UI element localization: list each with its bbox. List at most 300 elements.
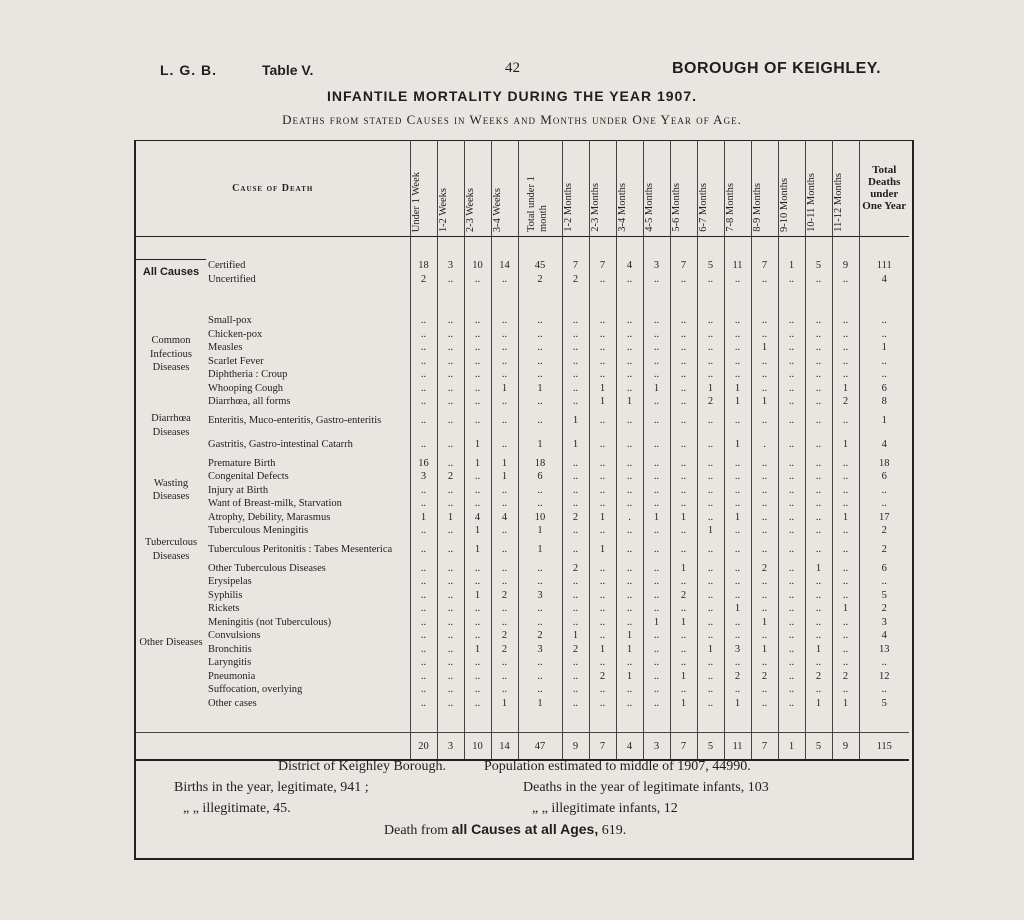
total-cell: ..: [859, 484, 909, 498]
value-cell: ..: [410, 409, 437, 433]
value-cell: ..: [805, 683, 832, 697]
value-cell: ..: [670, 433, 697, 457]
value-cell: 2: [805, 670, 832, 684]
value-cell: ..: [518, 409, 562, 433]
spacer-cell: [697, 710, 724, 733]
value-cell: ..: [491, 484, 518, 498]
value-cell: ..: [697, 314, 724, 328]
value-cell: ..: [562, 457, 589, 471]
spacer-cell: [832, 237, 859, 260]
value-cell: 18: [410, 259, 437, 273]
value-cell: 3: [518, 643, 562, 657]
cause-label: Laryngitis: [208, 657, 252, 668]
value-cell: ..: [724, 656, 751, 670]
value-cell: 3: [410, 470, 437, 484]
value-cell: ..: [518, 328, 562, 342]
value-cell: ..: [751, 273, 778, 287]
table-row: [136, 314, 909, 328]
value-cell: ..: [589, 433, 616, 457]
value-cell: ..: [805, 629, 832, 643]
value-cell: ..: [437, 538, 464, 562]
value-cell: ..: [697, 656, 724, 670]
value-cell: 2: [751, 670, 778, 684]
col-11-12-months: [832, 140, 859, 237]
value-cell: ..: [491, 524, 518, 538]
value-cell: ..: [778, 589, 805, 603]
value-cell: ..: [562, 589, 589, 603]
value-cell: ..: [778, 683, 805, 697]
value-cell: 5: [805, 733, 832, 761]
value-cell: 2: [491, 629, 518, 643]
value-cell: 7: [589, 259, 616, 273]
value-cell: 1: [670, 616, 697, 630]
value-cell: ..: [778, 602, 805, 616]
col-5-6-months: [670, 140, 697, 237]
table-row: [136, 602, 909, 616]
value-cell: ..: [518, 314, 562, 328]
value-cell: ..: [410, 328, 437, 342]
col-label: 7-8 Months: [724, 183, 736, 232]
col-label: 5-6 Months: [670, 183, 682, 232]
value-cell: ..: [518, 484, 562, 498]
col-label: 8-9 Months: [751, 183, 763, 232]
header-borough: BOROUGH OF KEIGHLEY.: [672, 60, 882, 77]
value-cell: ..: [437, 575, 464, 589]
cause-label: Pneumonia: [208, 670, 256, 682]
value-cell: ..: [724, 616, 751, 630]
cause-label: Enteritis, Muco-enteritis, Gastro-enteritis: [208, 414, 382, 426]
value-cell: ..: [805, 457, 832, 471]
value-cell: ..: [616, 368, 643, 382]
value-cell: 1: [491, 382, 518, 396]
value-cell: 7: [589, 733, 616, 761]
value-cell: 3: [518, 589, 562, 603]
value-cell: ..: [643, 409, 670, 433]
value-cell: ..: [697, 575, 724, 589]
value-cell: ..: [589, 589, 616, 603]
value-cell: 1: [589, 395, 616, 409]
group-label-infectious: Common Infectious Diseases: [150, 335, 192, 374]
spacer-cell: [491, 286, 518, 314]
value-cell: ..: [562, 382, 589, 396]
value-cell: ..: [491, 562, 518, 576]
value-cell: ..: [751, 382, 778, 396]
value-cell: ..: [643, 670, 670, 684]
total-cell: 115: [859, 733, 909, 761]
value-cell: ..: [410, 538, 437, 562]
col-label: 1-2 Weeks: [437, 187, 449, 232]
spacer-cell: [859, 237, 909, 260]
table-row: [136, 670, 909, 684]
cause-label: Gastritis, Gastro-intestinal Catarrh: [208, 438, 353, 450]
spacer-cell: [518, 286, 562, 314]
value-cell: ..: [697, 538, 724, 562]
value-cell: ..: [805, 524, 832, 538]
group-label-tuberculous: Tuberculous Diseases: [144, 537, 198, 562]
value-cell: ..: [437, 629, 464, 643]
total-cell: ..: [859, 575, 909, 589]
value-cell: ..: [437, 273, 464, 287]
value-cell: ..: [751, 470, 778, 484]
cause-label: Convulsions: [208, 630, 261, 641]
value-cell: ..: [805, 575, 832, 589]
value-cell: ..: [518, 683, 562, 697]
value-cell: ..: [437, 433, 464, 457]
spacer-cell: [805, 710, 832, 733]
value-cell: ..: [724, 629, 751, 643]
value-cell: 1: [518, 524, 562, 538]
value-cell: ..: [589, 697, 616, 711]
table-row: [136, 497, 909, 511]
spacer-cell: [464, 286, 491, 314]
value-cell: ..: [778, 629, 805, 643]
value-cell: ..: [697, 697, 724, 711]
mortality-table: [136, 140, 909, 761]
value-cell: ..: [778, 656, 805, 670]
value-cell: ..: [724, 273, 751, 287]
value-cell: ..: [437, 670, 464, 684]
value-cell: 1: [464, 457, 491, 471]
col-2-3-months: [589, 140, 616, 237]
value-cell: 1: [491, 470, 518, 484]
value-cell: ..: [670, 524, 697, 538]
value-cell: 1: [697, 524, 724, 538]
value-cell: ..: [778, 470, 805, 484]
value-cell: ..: [518, 602, 562, 616]
value-cell: 2: [491, 589, 518, 603]
value-cell: ..: [518, 616, 562, 630]
value-cell: 10: [464, 733, 491, 761]
spacer-cell: [616, 710, 643, 733]
value-cell: ..: [643, 562, 670, 576]
value-cell: 1: [778, 259, 805, 273]
value-cell: ..: [410, 562, 437, 576]
value-cell: 1: [616, 670, 643, 684]
value-cell: 7: [751, 259, 778, 273]
value-cell: ..: [724, 409, 751, 433]
value-cell: ..: [410, 589, 437, 603]
value-cell: ..: [832, 328, 859, 342]
value-cell: ..: [589, 470, 616, 484]
value-cell: 5: [697, 733, 724, 761]
value-cell: 2: [562, 511, 589, 525]
value-cell: 14: [491, 733, 518, 761]
cause-label: Scarlet Fever: [208, 355, 264, 367]
value-cell: ..: [778, 368, 805, 382]
col-label: Total Deaths under One Year: [862, 164, 907, 212]
value-cell: ..: [491, 328, 518, 342]
spacer-cell: [518, 237, 562, 260]
table-row: [136, 328, 909, 342]
value-cell: ..: [437, 457, 464, 471]
total-cell: 1: [859, 409, 909, 433]
value-cell: ..: [805, 409, 832, 433]
value-cell: 2: [491, 643, 518, 657]
col-label: 10-11 Months: [805, 173, 817, 232]
value-cell: ..: [724, 328, 751, 342]
spacer-cell: [670, 237, 697, 260]
value-cell: ..: [562, 538, 589, 562]
value-cell: ..: [464, 497, 491, 511]
spacer-cell: [751, 286, 778, 314]
value-cell: ..: [670, 575, 697, 589]
spacer-row: [136, 710, 909, 733]
cause-label: Meningitis (not Tuberculous): [208, 616, 332, 628]
value-cell: ..: [410, 643, 437, 657]
value-cell: ..: [643, 538, 670, 562]
spacer-cell: [410, 286, 437, 314]
value-cell: ..: [562, 656, 589, 670]
value-cell: ..: [616, 683, 643, 697]
table-row: [136, 643, 909, 657]
table-row: [136, 697, 909, 711]
value-cell: ..: [832, 470, 859, 484]
value-cell: 1: [832, 382, 859, 396]
value-cell: ..: [410, 433, 437, 457]
total-cell: 2: [859, 524, 909, 538]
value-cell: ..: [464, 341, 491, 355]
value-cell: ..: [643, 395, 670, 409]
value-cell: 1: [643, 382, 670, 396]
col-2-3-weeks: [464, 140, 491, 237]
value-cell: ..: [778, 409, 805, 433]
value-cell: 1: [616, 629, 643, 643]
value-cell: ..: [616, 497, 643, 511]
cause-label: Congenital Defects: [208, 471, 289, 482]
value-cell: 2: [724, 670, 751, 684]
spacer-cell: [616, 237, 643, 260]
value-cell: ..: [562, 670, 589, 684]
table-row: [136, 484, 909, 498]
value-cell: ..: [562, 497, 589, 511]
cause-label: Other cases: [208, 697, 257, 709]
value-cell: 1: [589, 511, 616, 525]
col-3-4-months: [616, 140, 643, 237]
value-cell: ..: [410, 670, 437, 684]
spacer-cell: [643, 237, 670, 260]
spacer-cell: [778, 237, 805, 260]
value-cell: ..: [464, 656, 491, 670]
col-1-2-weeks: [437, 140, 464, 237]
value-cell: ..: [670, 341, 697, 355]
value-cell: ..: [464, 697, 491, 711]
value-cell: 4: [616, 259, 643, 273]
value-cell: 5: [805, 259, 832, 273]
value-cell: ..: [410, 697, 437, 711]
value-cell: 1: [751, 616, 778, 630]
spacer-cell: [724, 286, 751, 314]
spacer-cell: [136, 286, 410, 314]
value-cell: 1: [562, 409, 589, 433]
table-row: [136, 616, 909, 630]
value-cell: ..: [724, 575, 751, 589]
total-cell: 2: [859, 538, 909, 562]
value-cell: ..: [670, 683, 697, 697]
table-row: [136, 433, 909, 457]
value-cell: ..: [670, 497, 697, 511]
value-cell: ..: [805, 484, 832, 498]
total-cell: 18: [859, 457, 909, 471]
value-cell: 1: [562, 433, 589, 457]
value-cell: 1: [562, 629, 589, 643]
value-cell: ..: [643, 575, 670, 589]
spacer-cell: [518, 710, 562, 733]
cause-label: Syphilis: [208, 589, 243, 601]
value-cell: 2: [697, 395, 724, 409]
value-cell: 1: [491, 697, 518, 711]
value-cell: 1: [778, 733, 805, 761]
value-cell: ..: [670, 382, 697, 396]
value-cell: ..: [491, 395, 518, 409]
value-cell: ..: [616, 273, 643, 287]
value-cell: ..: [616, 341, 643, 355]
value-cell: ..: [832, 524, 859, 538]
value-cell: ..: [616, 470, 643, 484]
value-cell: ..: [724, 484, 751, 498]
value-cell: 47: [518, 733, 562, 761]
death-all-causes: [384, 819, 626, 841]
value-cell: ..: [562, 683, 589, 697]
col-total-under-1-month: [518, 140, 562, 237]
value-cell: ..: [751, 355, 778, 369]
value-cell: ..: [562, 524, 589, 538]
value-cell: 2: [751, 562, 778, 576]
value-cell: ..: [832, 643, 859, 657]
value-cell: ..: [410, 484, 437, 498]
value-cell: ..: [589, 602, 616, 616]
total-cell: ..: [859, 497, 909, 511]
value-cell: ..: [778, 484, 805, 498]
value-cell: 1: [832, 433, 859, 457]
value-cell: ..: [670, 656, 697, 670]
value-cell: 1: [518, 697, 562, 711]
value-cell: ..: [778, 643, 805, 657]
value-cell: ..: [616, 524, 643, 538]
value-cell: ..: [464, 683, 491, 697]
total-cell: ..: [859, 314, 909, 328]
value-cell: ..: [464, 562, 491, 576]
value-cell: 1: [724, 433, 751, 457]
group-label-wasting: Wasting Diseases: [152, 477, 190, 503]
value-cell: ..: [589, 341, 616, 355]
value-cell: ..: [616, 602, 643, 616]
value-cell: ..: [697, 409, 724, 433]
cause-label: Bronchitis: [208, 643, 252, 655]
cause-label: Measles: [208, 342, 243, 353]
value-cell: ..: [562, 602, 589, 616]
value-cell: ..: [464, 382, 491, 396]
value-cell: ..: [805, 382, 832, 396]
value-cell: ..: [491, 368, 518, 382]
spacer-cell: [670, 286, 697, 314]
district-note: District of Keighley Borough.: [278, 759, 446, 774]
value-cell: ..: [410, 368, 437, 382]
col-total-deaths: [859, 140, 909, 237]
value-cell: ..: [437, 656, 464, 670]
value-cell: ..: [616, 328, 643, 342]
value-cell: ..: [437, 643, 464, 657]
col-under-1-week: [410, 140, 437, 237]
table-row: [136, 511, 909, 525]
value-cell: 1: [437, 511, 464, 525]
value-cell: ..: [832, 368, 859, 382]
col-label: 11-12 Months: [832, 173, 844, 232]
value-cell: ..: [751, 589, 778, 603]
value-cell: ..: [491, 602, 518, 616]
table-row: [136, 409, 909, 433]
value-cell: ..: [832, 497, 859, 511]
col-9-10-months: [778, 140, 805, 237]
value-cell: 1: [724, 697, 751, 711]
value-cell: ..: [410, 382, 437, 396]
value-cell: 2: [518, 273, 562, 287]
value-cell: 5: [697, 259, 724, 273]
value-cell: ..: [697, 484, 724, 498]
value-cell: ..: [464, 602, 491, 616]
value-cell: ..: [643, 314, 670, 328]
cause-label: Erysipelas: [208, 576, 252, 587]
value-cell: ..: [437, 382, 464, 396]
total-cell: 6: [859, 382, 909, 396]
value-cell: ..: [670, 395, 697, 409]
value-cell: ..: [589, 409, 616, 433]
value-cell: ..: [832, 484, 859, 498]
spacer-cell: [697, 286, 724, 314]
cause-label: Other Tuberculous Diseases: [208, 562, 326, 574]
value-cell: ..: [643, 589, 670, 603]
table-row: [136, 259, 909, 273]
spacer-cell: [410, 710, 437, 733]
value-cell: 1: [589, 538, 616, 562]
value-cell: ..: [491, 409, 518, 433]
footer-notes: [136, 756, 912, 840]
value-cell: ..: [643, 656, 670, 670]
value-cell: ..: [518, 670, 562, 684]
value-cell: 1: [643, 616, 670, 630]
col-label: 3-4 Months: [616, 183, 628, 232]
cause-label: Tuberculous Meningitis: [208, 525, 309, 536]
value-cell: ..: [670, 409, 697, 433]
value-cell: ..: [778, 497, 805, 511]
value-cell: 2: [437, 470, 464, 484]
value-cell: 1: [518, 382, 562, 396]
value-cell: ..: [643, 524, 670, 538]
value-cell: 1: [518, 433, 562, 457]
death-suffix: 619.: [598, 823, 627, 838]
value-cell: 1: [832, 511, 859, 525]
value-cell: 2: [410, 273, 437, 287]
value-cell: ..: [670, 484, 697, 498]
value-cell: ..: [805, 497, 832, 511]
value-cell: ..: [805, 602, 832, 616]
value-cell: ..: [491, 355, 518, 369]
value-cell: .: [751, 433, 778, 457]
value-cell: ..: [464, 484, 491, 498]
cause-label: Premature Birth: [208, 457, 276, 469]
value-cell: ..: [437, 602, 464, 616]
total-cell: 12: [859, 670, 909, 684]
value-cell: ..: [751, 314, 778, 328]
value-cell: ..: [697, 470, 724, 484]
spacer-cell: [437, 237, 464, 260]
table-row: [136, 629, 909, 643]
spacer-cell: [464, 237, 491, 260]
value-cell: ..: [589, 562, 616, 576]
value-cell: ..: [616, 616, 643, 630]
table-row: [136, 589, 909, 603]
value-cell: ..: [643, 355, 670, 369]
births-illegitimate: „ „ illegitimate, 45.: [183, 801, 291, 816]
